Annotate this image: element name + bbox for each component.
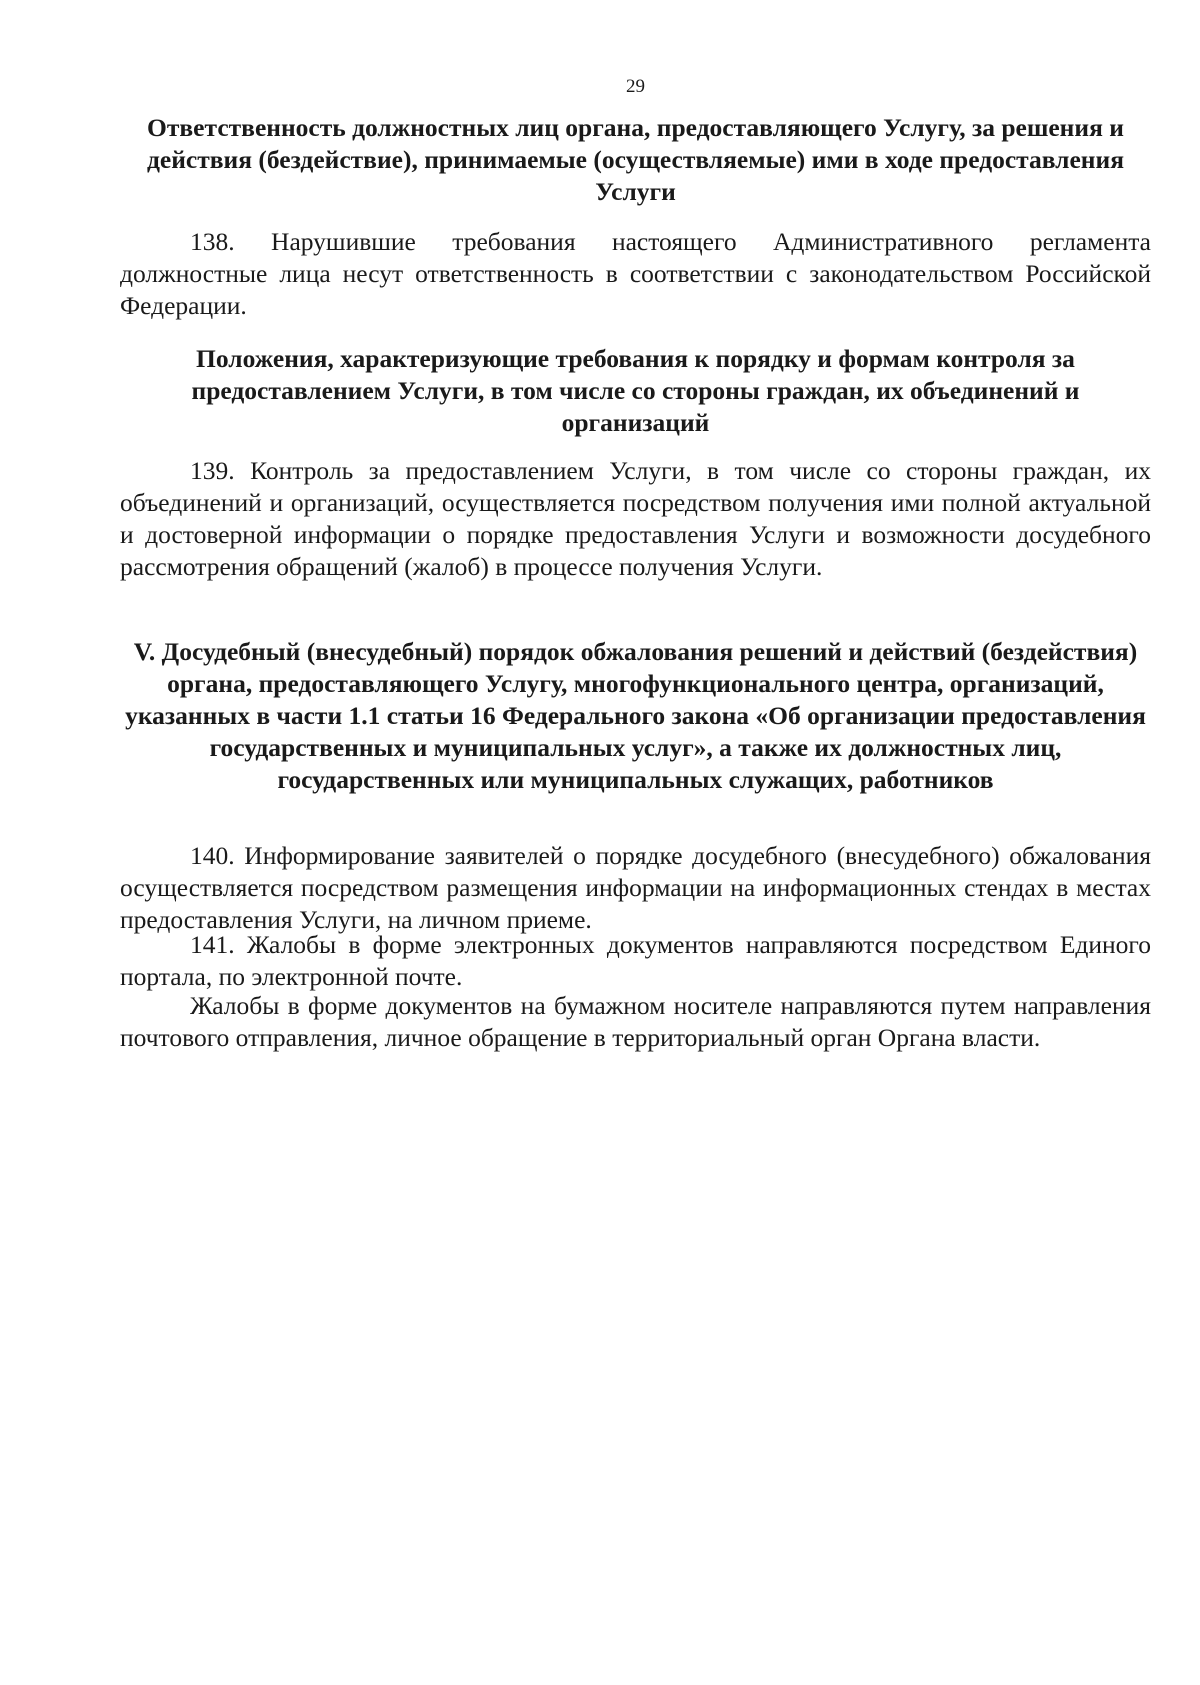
paragraph-138: 138. Нарушившие требования настоящего Административного регламента должностные лица несут ответственность в соответствии с законодательством Российской Федерации. [120, 227, 1151, 320]
paragraph-140: 140. Информирование заявителей о порядке досудебного (внесудебного) обжалования осуществляется посредством размещения информации на информационных стендах в местах предоставления Услуги, на личном приеме. [120, 841, 1151, 934]
paragraph-139: 139. Контроль за предоставлением Услуги, в том числе со стороны граждан, их объединений и организаций, осуществляется посредством получения ими полной актуальной и достоверной информации о порядке предоставления Услуги и возможности досудебного рассмотрения обращений (жалоб) в процессе получения Услуги. [120, 456, 1151, 581]
section-heading-responsibility: Ответственность должностных лиц органа, предоставляющего Услугу, за решения и действия (бездействие), принимаемые (осуществляемые) ими в ходе предоставления Услуги [147, 113, 1124, 206]
paragraph-141-continued: Жалобы в форме документов на бумажном носителе направляются путем направления почтового отправления, личное обращение в территориальный орган Органа власти. [120, 991, 1151, 1052]
section-heading-control: Положения, характеризующие требования к порядку и формам контроля за предоставлением Услуги, в том числе со стороны граждан, их объединений и организаций [191, 344, 1080, 437]
paragraph-141: 141. Жалобы в форме электронных документов направляются посредством Единого портала, по электронной почте. [120, 930, 1151, 991]
section-heading-pretrial-appeal: V. Досудебный (внесудебный) порядок обжалования решений и действий (бездействия) органа, предоставляющего Услугу, многофункционального центра, организаций, указанных в части 1.1 статьи 16 Федерального закона «Об организации предоставления государственных и муниципальных услуг», а также их должностных лиц, государственных или муниципальных служащих, работников [125, 637, 1146, 794]
page-number: 29 [626, 76, 645, 97]
